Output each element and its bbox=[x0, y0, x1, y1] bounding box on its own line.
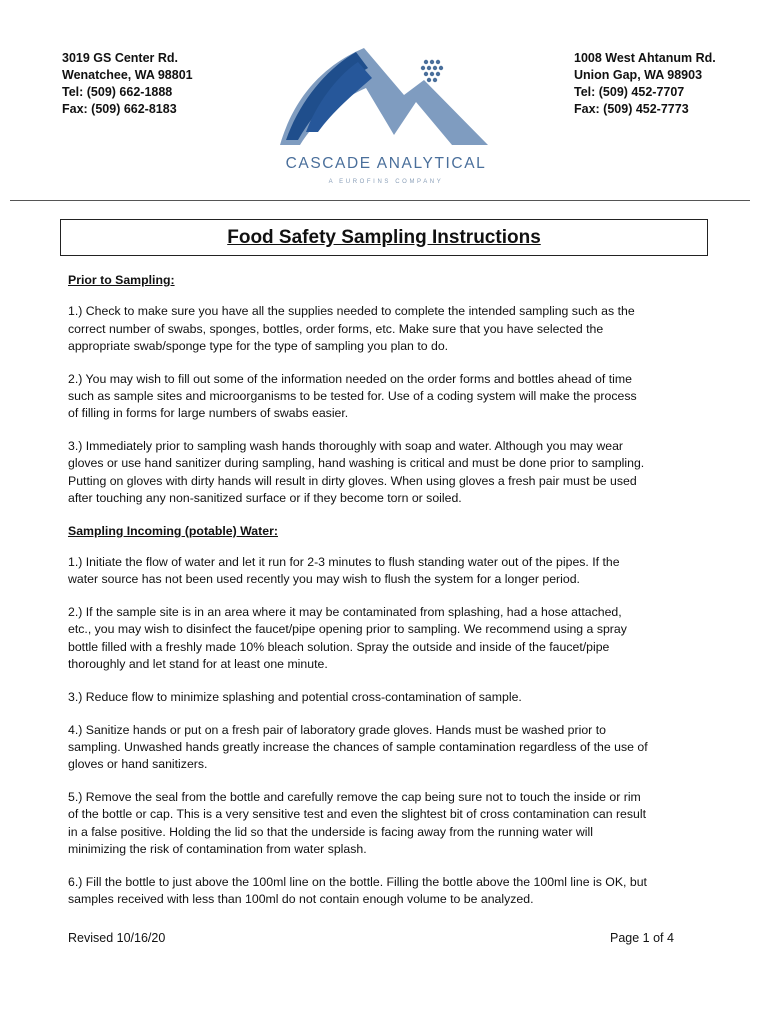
right-city: Union Gap, WA 98903 bbox=[574, 68, 703, 82]
right-fax: Fax: (509) 452-7773 bbox=[574, 102, 689, 116]
title-box bbox=[60, 219, 708, 256]
section-heading: Prior to Sampling: bbox=[68, 273, 175, 287]
revised-date: Revised 10/16/20 bbox=[68, 931, 166, 945]
right-address-block bbox=[574, 50, 716, 118]
right-tel: Tel: (509) 452-7707 bbox=[574, 85, 685, 99]
cascade-analytical-logo bbox=[276, 40, 496, 190]
paragraph: 1.) Initiate the flow of water and let it run for 2-3 minutes to flush standing water out of the pipes. If the water source has not been used recently you may wish to flush the system for a longer period. bbox=[68, 555, 620, 587]
section-sampling-incoming-water bbox=[68, 523, 648, 909]
logo-company-name: CASCADE ANALYTICAL bbox=[285, 155, 487, 172]
logo-dot-cluster bbox=[421, 60, 443, 82]
left-city: Wenatchee, WA 98801 bbox=[62, 68, 193, 82]
paragraph: 5.) Remove the seal from the bottle and carefully remove the cap being sure not to touch the inside or rim of the bottle or cap. This is a very sensitive test and even the slightest bit of cross contamination can result in a false positive. Holding the lid so that the underside is facing away from the running water will minimizing the risk of contamination from water splash. bbox=[68, 790, 647, 856]
right-street: 1008 West Ahtanum Rd. bbox=[574, 51, 716, 65]
left-address-block bbox=[62, 50, 193, 118]
left-fax: Fax: (509) 662-8183 bbox=[62, 102, 177, 116]
left-street: 3019 GS Center Rd. bbox=[62, 51, 179, 65]
document-body bbox=[68, 272, 648, 908]
paragraph: 3.) Immediately prior to sampling wash hands thoroughly with soap and water. Although you may wear gloves or use hand sanitizer during sampling, hand washing is critical and must be done prior to sampling. Putting on gloves with dirty hands will result in dirty gloves. When using gloves a fresh pair must be used after touching any non-sanitized surface or if they become torn or soiled. bbox=[68, 439, 645, 505]
section-heading: Sampling Incoming (potable) Water: bbox=[68, 523, 278, 538]
section-prior-to-sampling bbox=[68, 272, 648, 507]
paragraph: 3.) Reduce flow to minimize splashing and potential cross-contamination of sample. bbox=[68, 689, 522, 704]
paragraph: 2.) You may wish to fill out some of the information needed on the order forms and bottles ahead of time such as sample sites and microorganisms to be tested for. Use of a coding system will make the process of filling in forms for large numbers of swabs easier. bbox=[68, 371, 637, 421]
header-divider bbox=[10, 200, 750, 201]
left-tel: Tel: (509) 662-1888 bbox=[62, 85, 173, 99]
paragraph: 1.) Check to make sure you have all the supplies needed to complete the intended sampling such as the correct number of swabs, sponges, bottles, order forms, etc. Make sure that you have selected the appropriate swab/sponge type for the type of sampling you plan to do. bbox=[68, 304, 635, 353]
paragraph: 6.) Fill the bottle to just above the 100ml line on the bottle. Filling the bottle above the 100ml line is OK, but samples received with less than 100ml do not contain enough volume to be analyzed. bbox=[68, 874, 647, 907]
page-title: Food Safety Sampling Instructions bbox=[227, 227, 541, 248]
page-number: Page 1 of 4 bbox=[610, 931, 674, 945]
paragraph: 4.) Sanitize hands or put on a fresh pair of laboratory grade gloves. Hands must be washed prior to sampling. Unwashed hands greatly increase the chances of sample contamination regardless of the use of gloves or hand sanitizers. bbox=[68, 722, 648, 772]
paragraph: 2.) If the sample site is in an area where it may be contaminated from splashing, had a hose attached, etc., you may wish to disinfect the faucet/pipe opening prior to sampling. We recommend using a spray bottle filled with a freshly made 10% bleach solution. Spray the outside and inside of the faucet/pipe thoroughly and let stand for at least one minute. bbox=[68, 605, 627, 672]
logo-tagline: A EUROFINS COMPANY bbox=[328, 179, 444, 185]
